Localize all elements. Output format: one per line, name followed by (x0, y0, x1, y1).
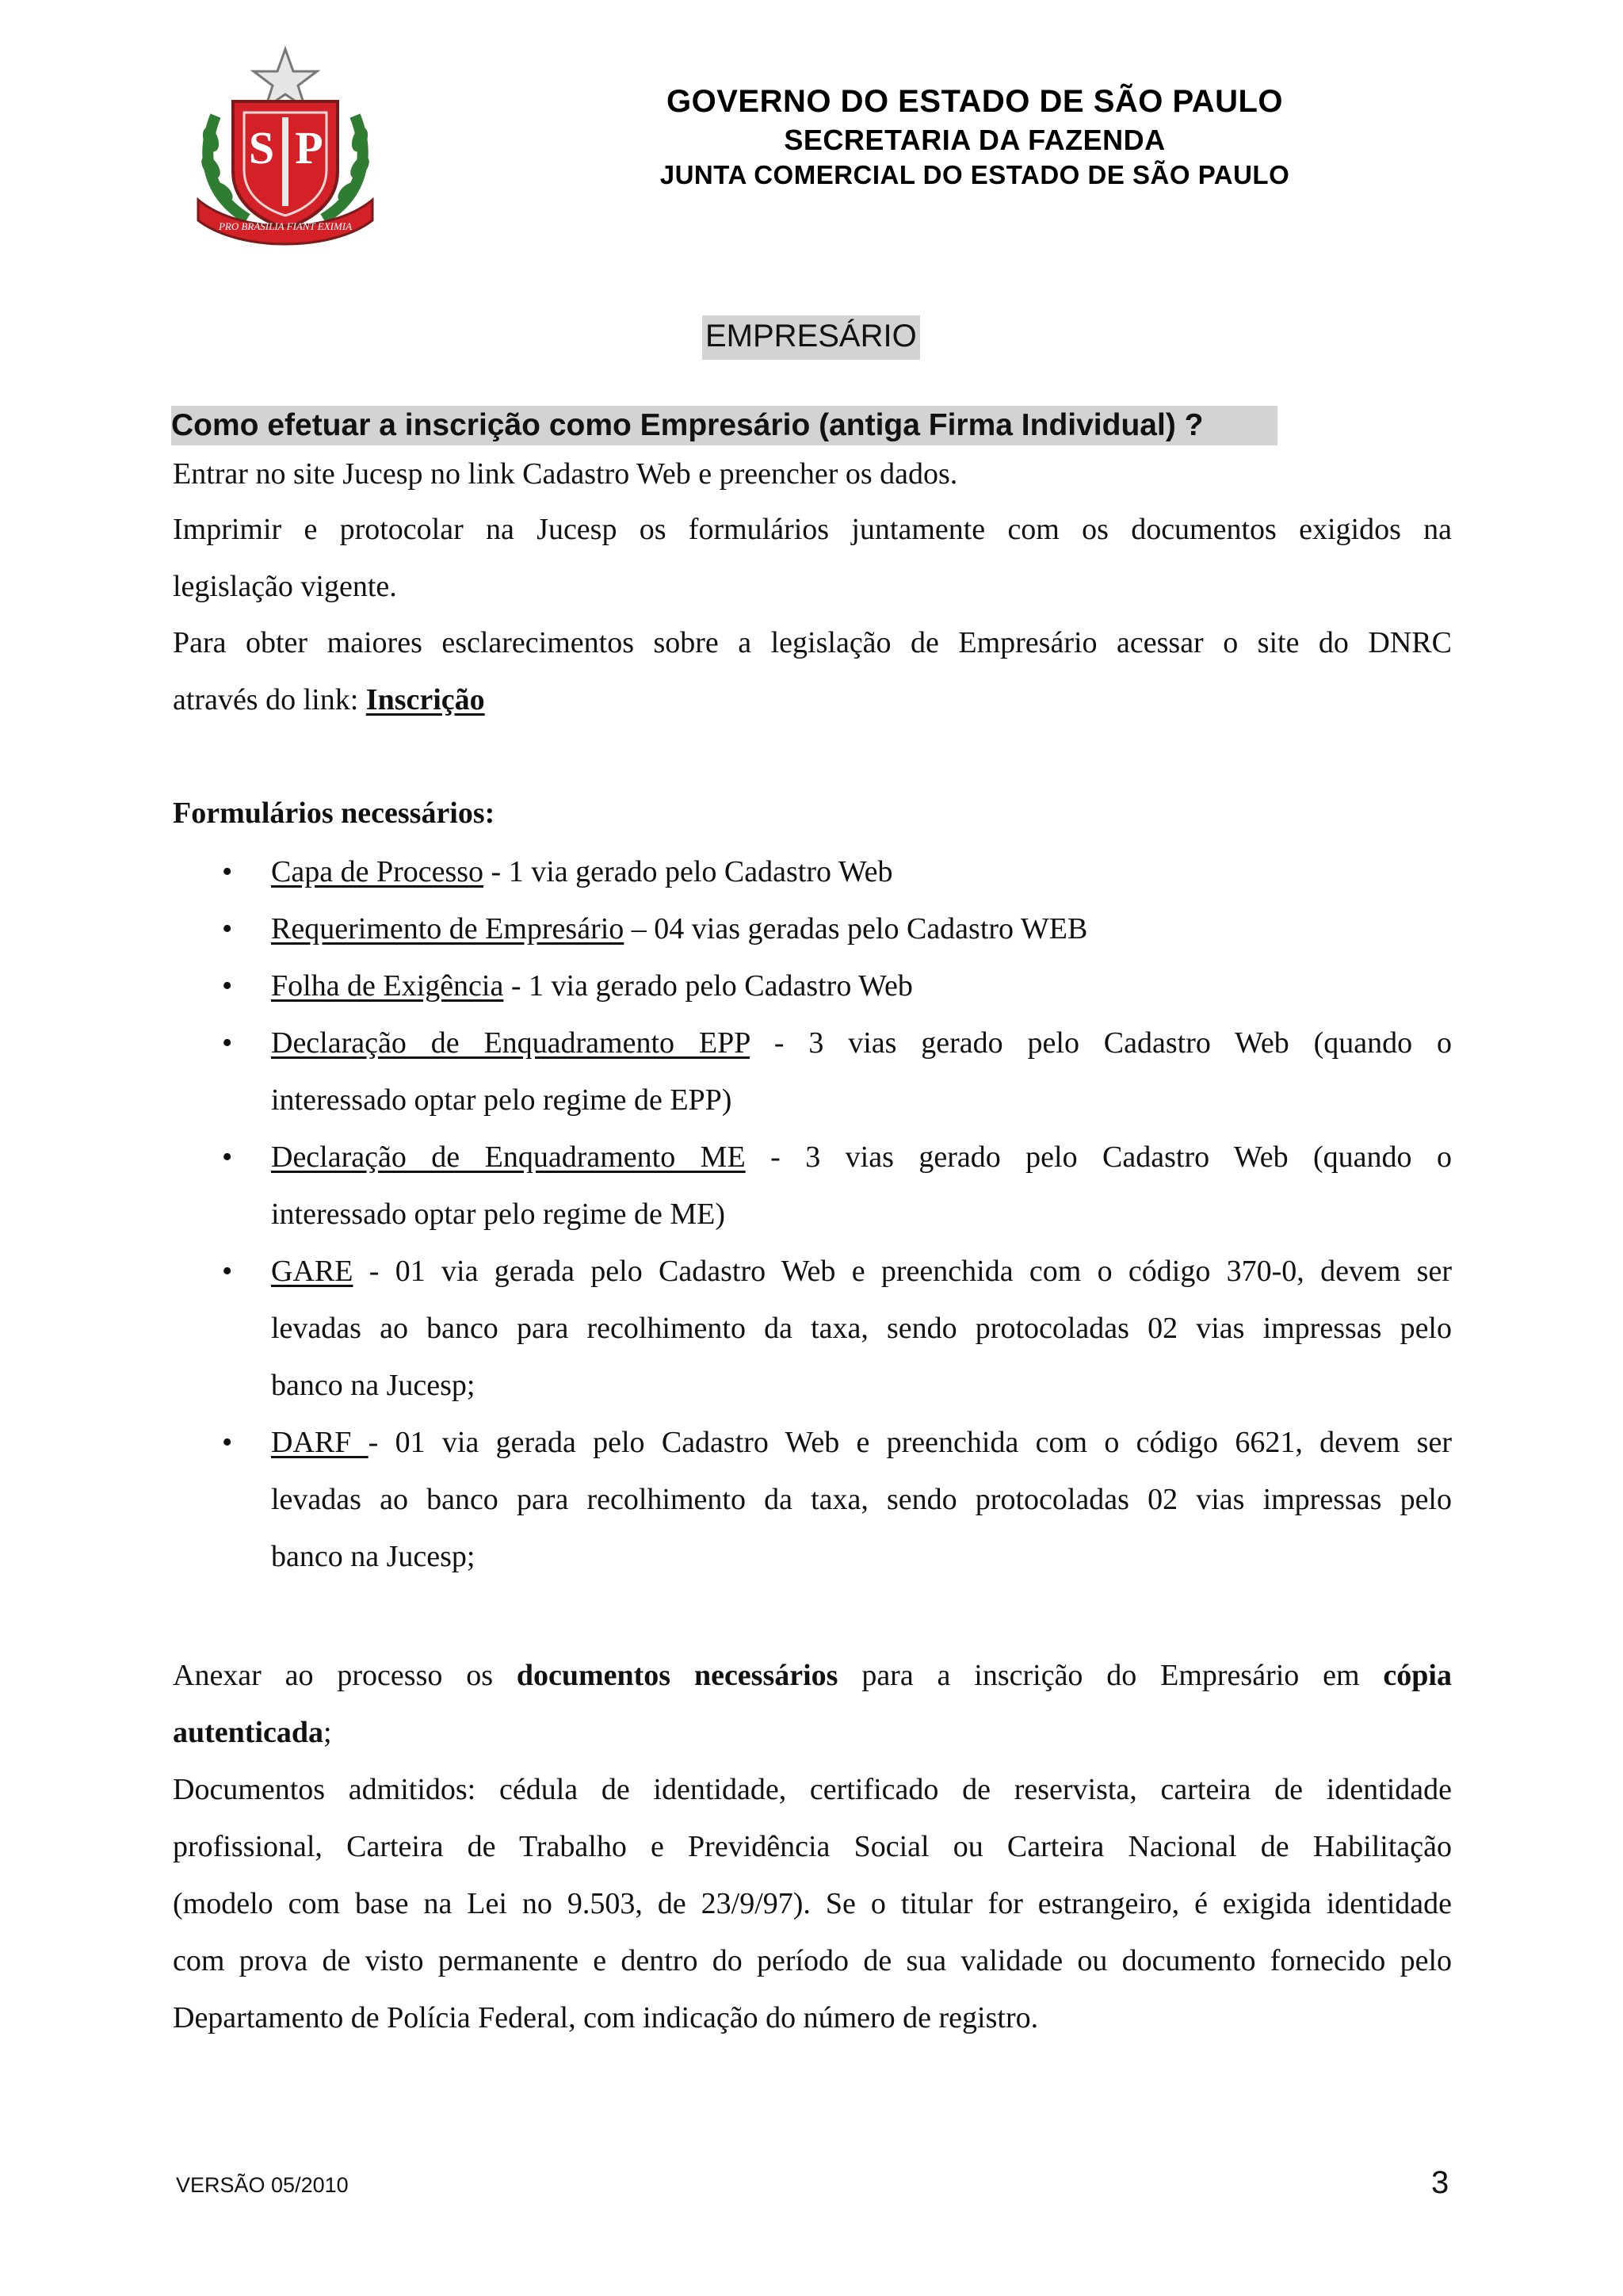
list-item (173, 1129, 1452, 1243)
form-description-continued: interessado optar pelo regime de ME) (271, 1198, 725, 1231)
bullet-icon (222, 1414, 233, 1471)
form-link-capa-de-processo[interactable]: Capa de Processo (271, 855, 484, 888)
form-link-declaracao-enquadramento-me[interactable]: Declaração de Enquadramento ME (271, 1140, 746, 1174)
bullet-icon (222, 1129, 233, 1186)
page-number: 3 (1431, 2165, 1449, 2200)
footer-version: VERSÃO 05/2010 (176, 2173, 349, 2197)
form-description-continued: banco na Jucesp; (271, 1369, 475, 1402)
forms-list (173, 843, 1452, 1585)
intro-paragraph-3-prefix: através do link: (173, 683, 366, 716)
form-description-continued: banco na Jucesp; (271, 1540, 475, 1573)
svg-text:PRO BRASILIA FIANT EXIMIA: PRO BRASILIA FIANT EXIMIA (218, 220, 353, 232)
bullet-icon (222, 843, 233, 900)
form-description-continued: levadas ao banco para recolhimento da taxa, sendo protocoladas 02 vias impressas pelo (271, 1483, 1452, 1516)
seal-letter-s: S (248, 122, 275, 174)
inscricao-link[interactable]: Inscrição (365, 683, 485, 716)
bullet-icon (222, 1243, 233, 1300)
form-description: - 3 vias gerado pelo Cadastro Web (quando o (745, 1140, 1452, 1174)
intro-paragraph-1: Entrar no site Jucesp no link Cadastro Web e preencher os dados. (173, 457, 958, 491)
form-link-darf[interactable]: DARF (271, 1426, 369, 1459)
form-description: - 01 via gerada pelo Cadastro Web e preenchida com o código 370-0, devem ser (353, 1255, 1452, 1288)
intro-paragraph-2-line-1: Imprimir e protocolar na Jucesp os formulários juntamente com os documentos exigidos na (173, 513, 1452, 546)
list-item (173, 1243, 1452, 1414)
intro-paragraph-2 (173, 501, 1452, 615)
list-item (173, 957, 1452, 1014)
list-item (173, 843, 1452, 900)
intro-paragraph-3 (173, 614, 1452, 728)
bullet-icon (222, 900, 233, 957)
sao-paulo-coat-of-arms-icon (184, 44, 387, 247)
annex-paragraph: Anexar ao processo os documentos necessários para a inscrição do Empresário em cópia autenticada; (173, 1659, 1452, 1749)
list-item (173, 900, 1452, 957)
form-description-continued: levadas ao banco para recolhimento da taxa, sendo protocoladas 02 vias impressas pelo (271, 1312, 1452, 1345)
forms-heading: Formulários necessários: (173, 797, 495, 830)
seal-letter-p: P (295, 122, 323, 174)
documents-paragraph: Documentos admitidos: cédula de identidade, certificado de reservista, carteira de identidade profissional, Carteira de Trabalho e Previdência Social ou Carteira Nacional de Habilitação (modelo com base na Lei no 9.503, de 23/9/97). Se o titular for estrangeiro, é exigida identidade com prova de visto permanente e dentro do período de sua validade ou documento fornecido pelo Departamento de Polícia Federal, com indicação do número de registro. (173, 1773, 1452, 2034)
bullet-icon (222, 1014, 233, 1072)
documentos-necessarios-emphasis: documentos necessários (516, 1659, 838, 1692)
form-link-requerimento-de-empresario[interactable]: Requerimento de Empresário (271, 912, 624, 946)
section-title: EMPRESÁRIO (702, 315, 920, 360)
bullet-icon (222, 957, 233, 1014)
form-description: - 3 vias gerado pelo Cadastro Web (quando o (749, 1026, 1452, 1060)
form-description: – 04 vias geradas pelo Cadastro WEB (624, 912, 1088, 946)
form-description-continued: interessado optar pelo regime de EPP) (271, 1083, 732, 1117)
question-heading: Como efetuar a inscrição como Empresário (antiga Firma Individual) ? (171, 406, 1277, 445)
header-government: GOVERNO DO ESTADO DE SÃO PAULO (666, 84, 1284, 119)
list-item (173, 1414, 1452, 1585)
form-description: - 1 via gerado pelo Cadastro Web (503, 969, 913, 1003)
form-link-gare[interactable]: GARE (271, 1255, 353, 1288)
form-description: - 01 via gerada pelo Cadastro Web e preenchida com o código 6621, devem ser (368, 1426, 1452, 1459)
intro-paragraph-2-line-2: legislação vigente. (173, 570, 397, 603)
form-link-declaracao-enquadramento-epp[interactable]: Declaração de Enquadramento EPP (271, 1026, 750, 1060)
form-description: - 1 via gerado pelo Cadastro Web (483, 855, 893, 888)
header-junta: JUNTA COMERCIAL DO ESTADO DE SÃO PAULO (659, 160, 1290, 189)
intro-paragraph-3-line-1: Para obter maiores esclarecimentos sobre a legislação de Empresário acessar o site do DNRC (173, 626, 1452, 659)
list-item (173, 1014, 1452, 1129)
header-secretariat: SECRETARIA DA FAZENDA (784, 124, 1166, 156)
form-link-folha-de-exigencia[interactable]: Folha de Exigência (271, 969, 504, 1003)
